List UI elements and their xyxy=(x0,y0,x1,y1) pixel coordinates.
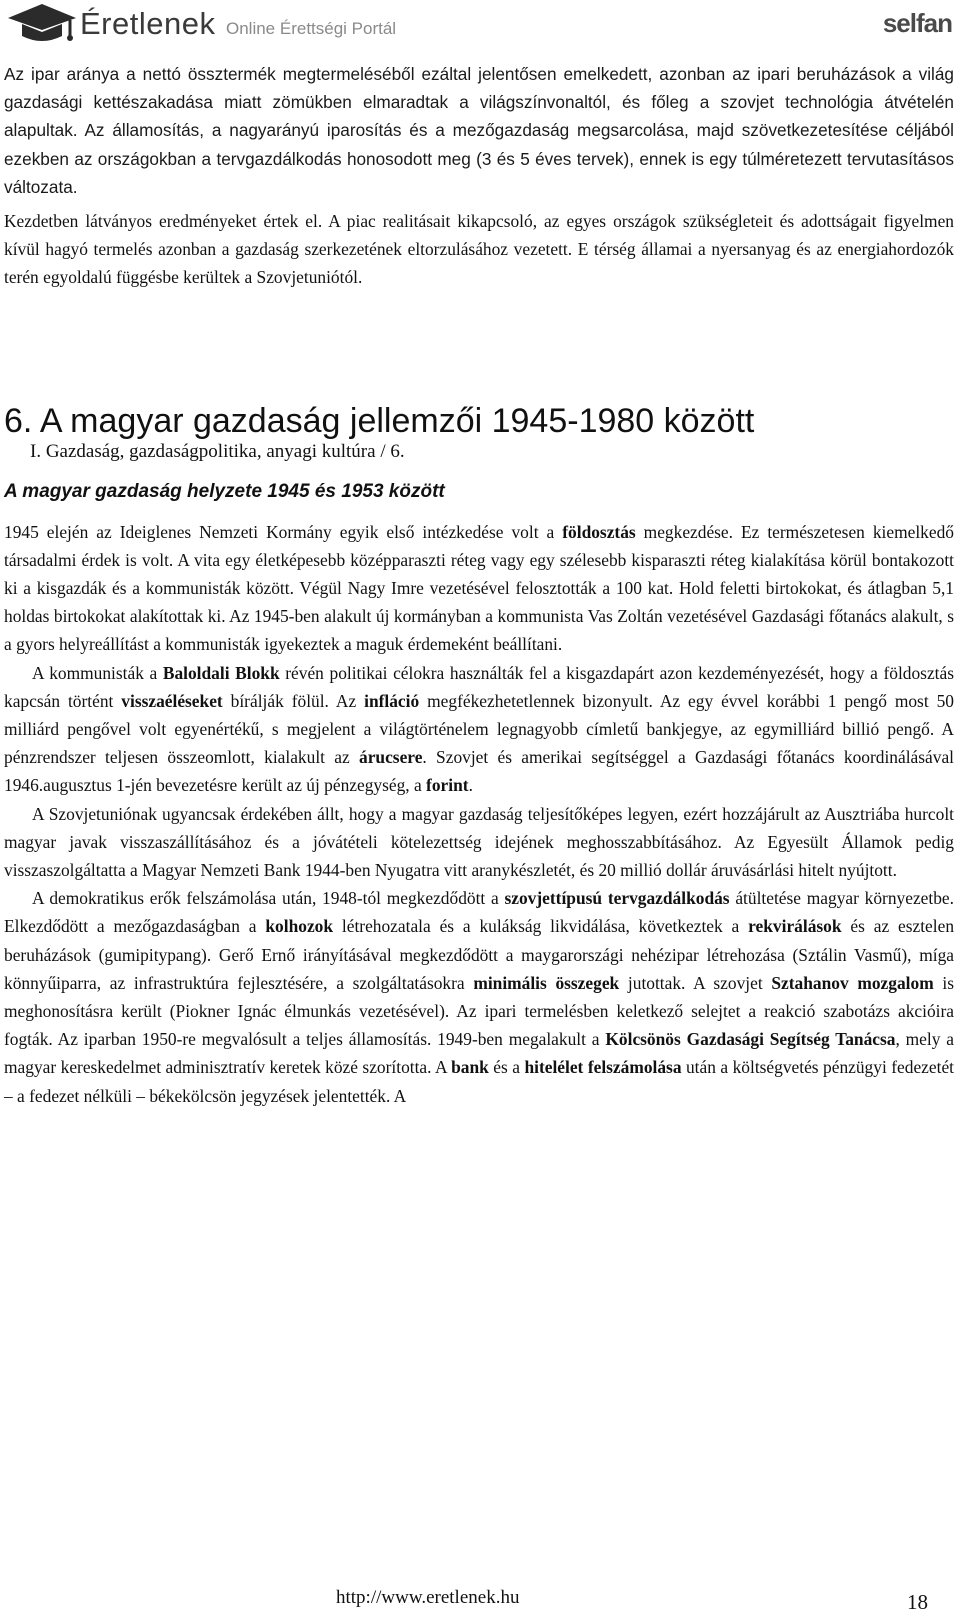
keyword: Sztahanov mozgalom xyxy=(771,972,934,993)
paragraph-planned-economy: A demokratikus erők felszámolása után, 1948-tól megkezdődött a szovjettípusú tervgazdálkodás átültetése magyar környezetbe. Elkezdődött a mezőgazdaságban a kolhozok létrehozatala és a kulákság likvidálása, következtek a rekvirálások és az esztelen beruházások (gumipitypang). Gerő Ernő irányításával megkezdődött a maygarországi nehézipar létrehozása (Sztálin Vasmű), míga könnyűiparra, az infrastruktúra fejlesztésére, a szolgáltatásokra minimális összegek jutottak. A szovjet Sztahanov mozgalom is meghonosításra került (Piokner Ignác élmunkás vezetésével). Az ipari termelésben keletkező selejtet a reakció szabotázs akcióira fogták. Az iparban 1950-re megvalósult a teljes államosítás. 1949-ben megalakult a Kölcsönös Gazdasági Segítség Tanácsa, mely a magyar kereskedelmet adminisztratív keretek közé szorította. A bank és a hitelélet felszámolása után a költségvetés pénzügyi fedezetét – a fedezet nélküli – békekölcsön jegyzések jelentették. A xyxy=(4,888,955,1106)
intro-paragraph-2: Kezdetben látványos eredményeket értek el. A piac realitásait kikapcsoló, az egyes országok szükségleteit és adottságait figyelmen kívül hagyó termelés azonban a gazdaság szerkezetének eltorzulásához vezetett. E térség államai a nyersanyag és az energiahordozók terén egyoldalú függésbe kerültek a Szovjetuniótól. xyxy=(4,211,954,288)
keyword: rekvirálások xyxy=(748,916,842,937)
chapter-subtitle: I. Gazdaság, gazdaságpolitika, anyagi kultúra / 6. xyxy=(30,440,405,462)
section-title: A magyar gazdaság helyzete 1945 és 1953 között xyxy=(4,480,445,502)
keyword: visszaéléseket xyxy=(121,690,223,711)
sponsor-name: selfan xyxy=(882,8,952,38)
document-body xyxy=(4,60,954,1110)
brand-name: Éretlenek xyxy=(80,6,216,41)
keyword: árucsere xyxy=(359,747,423,768)
keyword: forint xyxy=(426,775,469,796)
brand-tagline: Online Érettségi Portál xyxy=(226,19,397,38)
page-number: 18 xyxy=(907,1590,928,1614)
keyword: szovjettípusú tervgazdálkodás xyxy=(504,888,730,909)
keyword: hitelélet felszámolása xyxy=(524,1057,682,1078)
graduation-cap-icon xyxy=(4,2,78,46)
paragraph-land-reform: 1945 elején az Ideiglenes Nemzeti Kormány egyik első intézkedése volt a földosztás megkezdése. Ez természetesen kiemelkedő társadalmi érdek is volt. A vita egy életképesebb középparaszti réteg vagy egy szélesebb kisparaszti réteg kialakítása körül bontakozott ki a kisgazdák és a kommunisták között. Végül Nagy Imre vezetésével felosztották a 100 kat. Hold feletti birtokokat, és átlagban 5,1 holdas birtokokat alakítottak ki. Az 1945-ben alakult új kormányban a kommunista Vas Zoltán vezetésével Gazdasági főtanács alakult, s a gyors helyreállítást a kommunisták igyekeztek a maguk érdemeként beállítani. xyxy=(4,521,954,655)
sponsor-logo[interactable] xyxy=(868,6,952,48)
keyword: kolhozok xyxy=(265,916,334,937)
keyword: infláció xyxy=(364,690,420,711)
paragraph-soviet-support: A Szovjetuniónak ugyancsak érdekében állt, hogy a magyar gazdaság teljesítőképes legyen, ezért hozzájárult az Ausztriába hurcolt magyar javak visszaszállításához és a jóvátételi kötelezettség idejének meghosszabbításához. Az Egyesült Államok pedig visszaszolgáltatta a Magyar Nemzeti Bank 1944-ben Nyugatra vitt aranykészletét, és 20 millió dollár áruvásárlási hitelt nyújtott. xyxy=(4,803,954,881)
chapter-title: 6. A magyar gazdaság jellemzői 1945-1980 között xyxy=(4,401,755,440)
keyword: földosztás xyxy=(562,521,636,542)
site-logo[interactable] xyxy=(4,2,564,46)
keyword: minimális összegek xyxy=(473,972,620,993)
keyword: Baloldali Blokk xyxy=(162,662,280,683)
paragraph-inflation: A kommunisták a Baloldali Blokk révén politikai célokra használták fel a kisgazdapárt azon kezdeményezését, hogy a földosztás kapcsán történt visszaéléseket bírálják fölül. Az infláció megfékezhetetlennek bizonyult. Az egy évvel korábbi 1 pengő most 50 milliárd pengővel volt egyenértékű, s megjelent a világtörténelem legnagyobb címletű bankjegye, az egymilliárd billió pengő. A pénzrendszer teljesen összeomlott, kialakult az árucsere. Szovjet és amerikai segítséggel a Gazdasági főtanács koordinálásával 1946.augusztus 1-jén bevezetésre került az új pénzegység, a forint. xyxy=(4,662,954,796)
footer-url-link[interactable]: http://www.eretlenek.hu xyxy=(336,1587,520,1608)
keyword: Kölcsönös Gazdasági Segítség Tanácsa xyxy=(605,1029,896,1050)
page-header xyxy=(0,0,960,60)
keyword: bank xyxy=(451,1057,489,1078)
intro-paragraph-1: Az ipar aránya a nettó össztermék megtermeléséből ezáltal jelentősen emelkedett, azonban az ipari beruházások a világ gazdasági kettészakadása miatt zömükben elmaradtak a világszínvonaltól, és főleg a szovjet technológia átvételén alapultak. Az államosítás, a nagyarányú iparosítás és a mezőgazdaság megsarcolása, majd szövetkezetesítése céljából ezekben az országokban a tervgazdálkodás honosodott meg (3 és 5 éves tervek), ennek is egy túlméretezett tervutasításos változata. xyxy=(4,64,954,197)
